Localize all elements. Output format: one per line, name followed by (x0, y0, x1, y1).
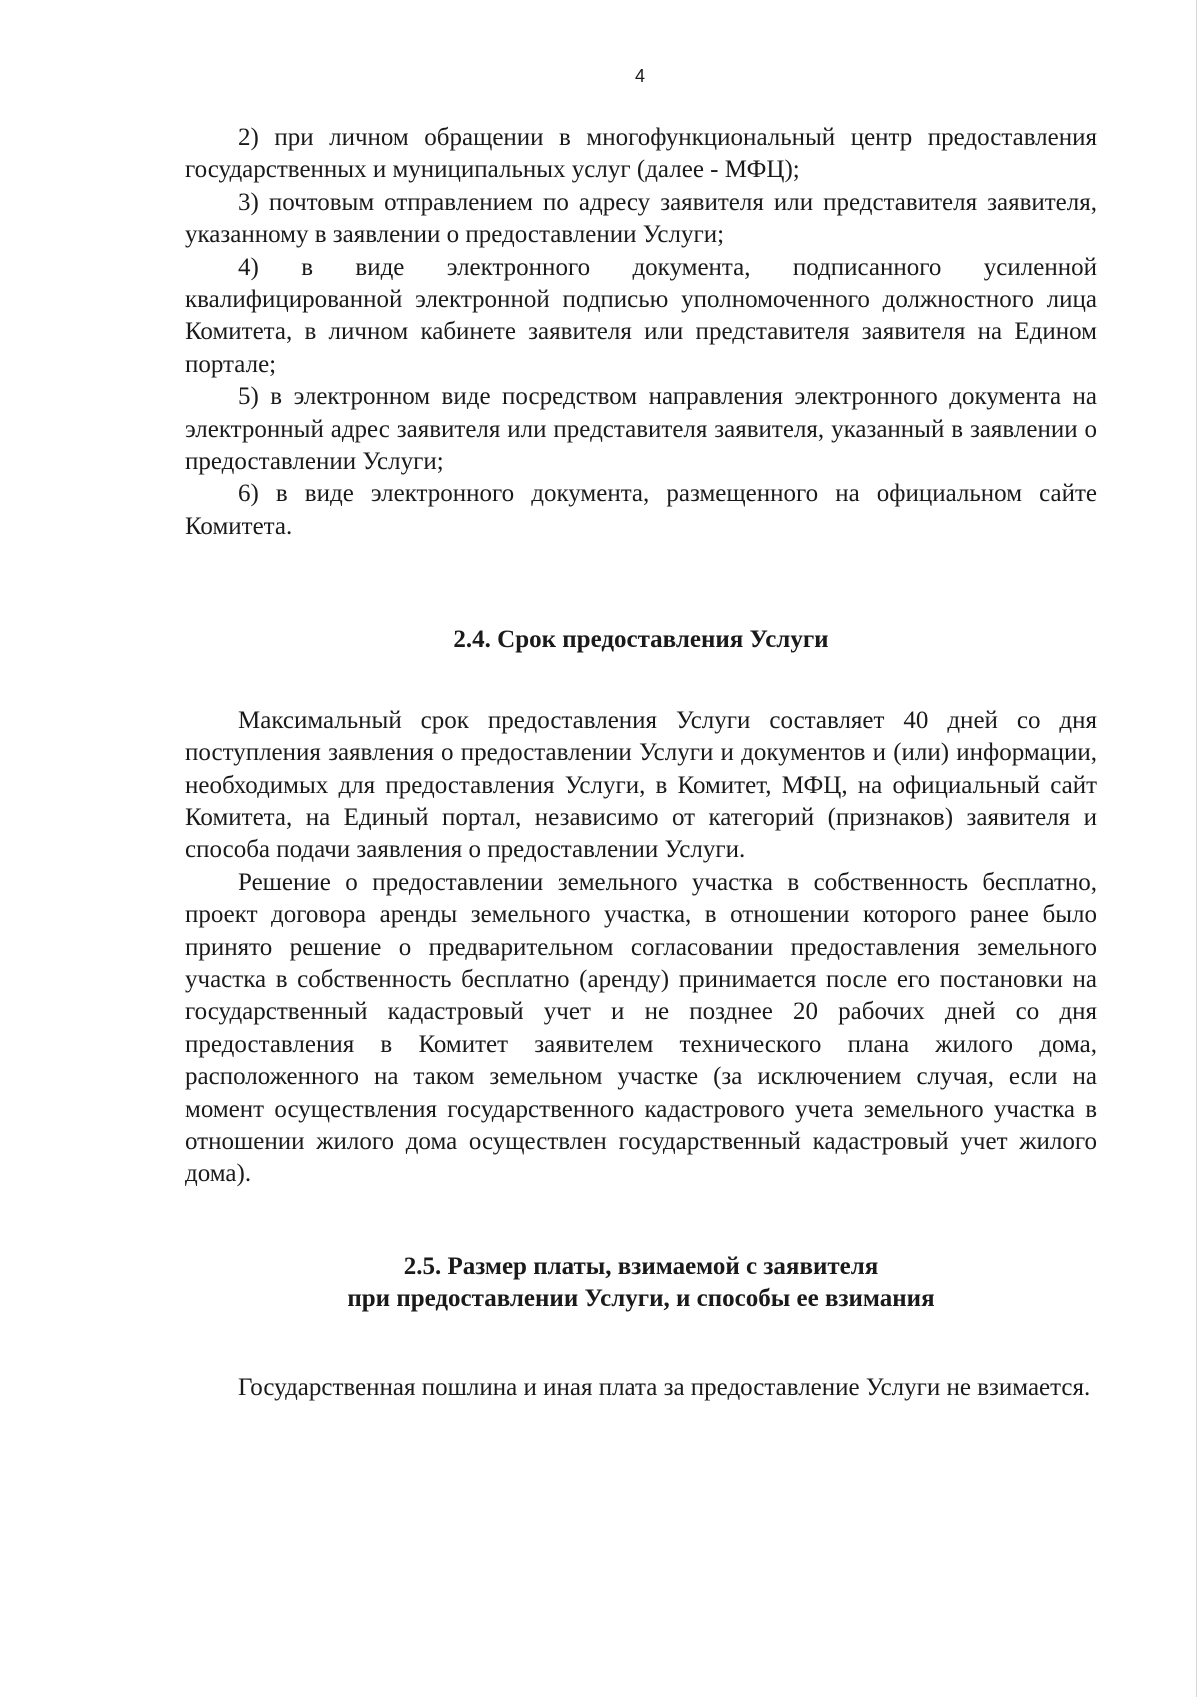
list-item: 4) в виде электронного документа, подписанного усиленной квалифицированной электронной подписью уполномоченного должностного лица Комитета, в личном кабинете заявителя или представителя заявителя на Едином портале; (185, 253, 1097, 378)
section-heading-2-5 (185, 1251, 1097, 1316)
section-heading-2-5-line2: при предоставлении Услуги, и способы ее взимания (347, 1285, 935, 1313)
section-heading-2-5-line1: 2.5. Размер платы, взимаемой с заявителя (403, 1252, 879, 1280)
list-item: 2) при личном обращении в многофункциональный центр предоставления государственных и муниципальных услуг (далее - МФЦ); (185, 124, 1097, 184)
list-item: 3) почтовым отправлением по адресу заявителя или представителя заявителя, указанному в заявлении о предоставлении Услуги; (185, 188, 1097, 249)
document-body (185, 122, 1097, 1404)
section-heading-2-4: 2.4. Срок предоставления Услуги (453, 626, 829, 654)
list-item: 6) в виде электронного документа, размещенного на официальном сайте Комитета. (185, 480, 1097, 540)
paragraph-fee: Государственная пошлина и иная плата за предоставление Услуги не взимается. (238, 1373, 1091, 1401)
list-item: 5) в электронном виде посредством направления электронного документа на электронный адрес заявителя или представителя заявителя, указанный в заявлении о предоставлении Услуги; (185, 383, 1097, 476)
page-number: 4 (634, 66, 645, 86)
paragraph-decision: Решение о предоставлении земельного участка в собственность бесплатно, проект договора аренды земельного участка, в отношении которого ранее было принято решение о предварительном согласовании предоставления земельного участка в собственность бесплатно (аренду) принимается после его постановки на государственный кадастровый учет и не позднее 20 рабочих дней со дня предоставления в Комитет заявителем технического плана жилого дома, расположенного на таком земельном участке (за исключением случая, если на момент осуществления государственного кадастрового учета земельного участка в отношении жилого дома осуществлен государственный кадастровый учет жилого дома). (185, 868, 1097, 1188)
page-edge-line (1196, 0, 1197, 1697)
paragraph-max-term: Максимальный срок предоставления Услуги составляет 40 дней со дня поступления заявления о предоставлении Услуги и документов и (или) информации, необходимых для предоставления Услуги, в Комитет, МФЦ, на официальный сайт Комитета, на Единый портал, независимо от категорий (признаков) заявителя и способа подачи заявления о предоставлении Услуги. (185, 706, 1097, 864)
